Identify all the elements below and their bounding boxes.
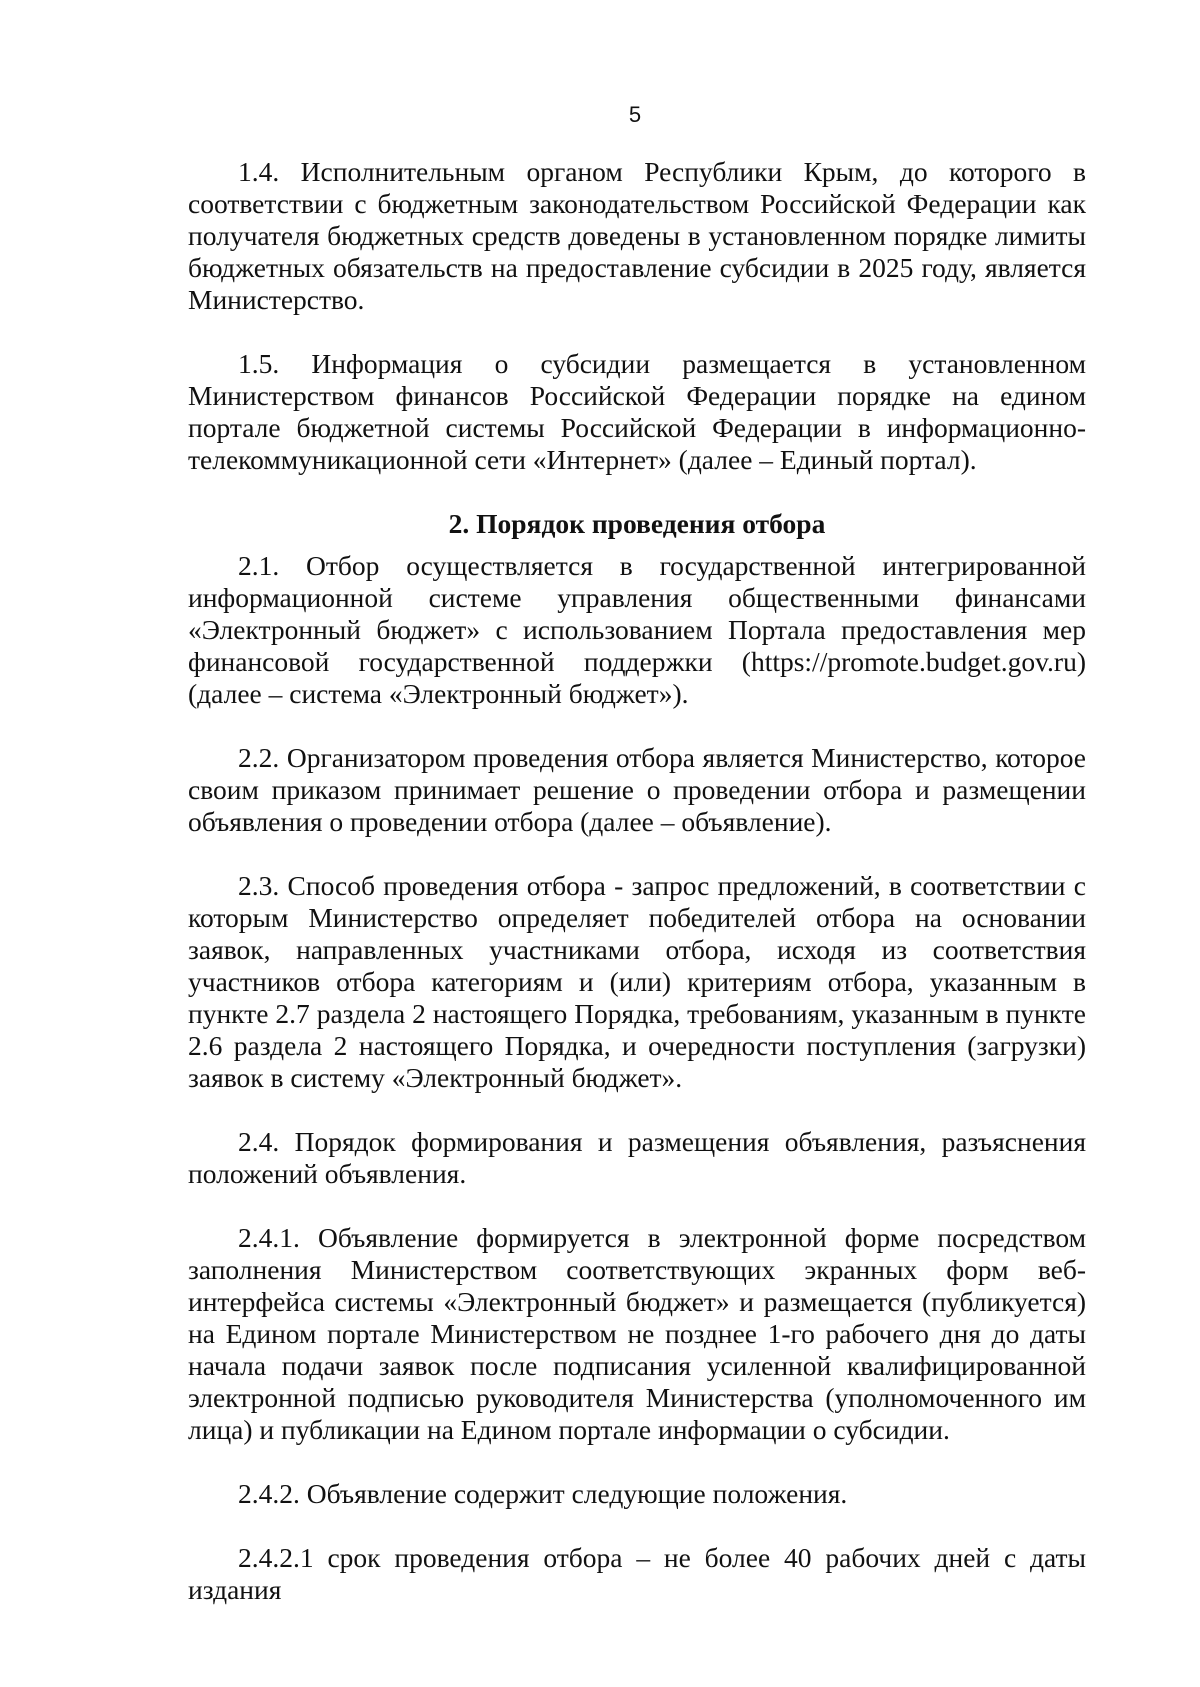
page-number: 5 xyxy=(628,102,642,127)
paragraph-2-3: 2.3. Способ проведения отбора - запрос предложений, в соответствии с которым Министерство определяет победителей отбора на основании заявок, направленных участниками отбора, исходя из соответствия участников отбора категориям и (или) критериям отбора, указанным в пункте 2.7 раздела 2 настоящего Порядка, требованиям, указанным в пункте 2.6 раздела 2 настоящего Порядка, и очередности поступления (загрузки) заявок в систему «Электронный бюджет». xyxy=(188,870,1086,1093)
paragraph-2-4-1: 2.4.1. Объявление формируется в электронной форме посредством заполнения Министерством соответствующих экранных форм веб-интерфейса системы «Электронный бюджет» и размещается (публикуется) на Едином портале Министерством не позднее 1-го рабочего дня до даты начала подачи заявок после подписания усиленной квалифицированной электронной подписью руководителя Министерства (уполномоченного им лица) и публикации на Едином портале информации о субсидии. xyxy=(188,1222,1086,1445)
paragraph-1-5: 1.5. Информация о субсидии размещается в установленном Министерством финансов Российской Федерации порядке на едином портале бюджетной системы Российской Федерации в информационно-телекоммуникационной сети «Интернет» (далее – Единый портал). xyxy=(188,348,1086,475)
paragraph-2-4: 2.4. Порядок формирования и размещения объявления, разъяснения положений объявления. xyxy=(188,1126,1086,1189)
paragraph-2-1: 2.1. Отбор осуществляется в государственной интегрированной информационной системе управления общественными финансами «Электронный бюджет» с использованием Портала предоставления мер финансовой государственной поддержки (https://promote.budget.gov.ru) (далее – система «Электронный бюджет»). xyxy=(188,550,1086,709)
paragraph-2-2: 2.2. Организатором проведения отбора является Министерство, которое своим приказом принимает решение о проведении отбора и размещении объявления о проведении отбора (далее – объявление). xyxy=(188,742,1086,837)
paragraph-2-4-2-1: 2.4.2.1 срок проведения отбора – не более 40 рабочих дней с даты издания xyxy=(188,1542,1086,1605)
section-heading-2: 2. Порядок проведения отбора xyxy=(448,508,826,539)
paragraph-2-4-2: 2.4.2. Объявление содержит следующие положения. xyxy=(238,1478,848,1509)
paragraph-1-4: 1.4. Исполнительным органом Республики Крым, до которого в соответствии с бюджетным законодательством Российской Федерации как получателя бюджетных средств доведены в установленном порядке лимиты бюджетных обязательств на предоставление субсидии в 2025 году, является Министерство. xyxy=(188,156,1086,315)
document-body xyxy=(188,156,1086,1606)
